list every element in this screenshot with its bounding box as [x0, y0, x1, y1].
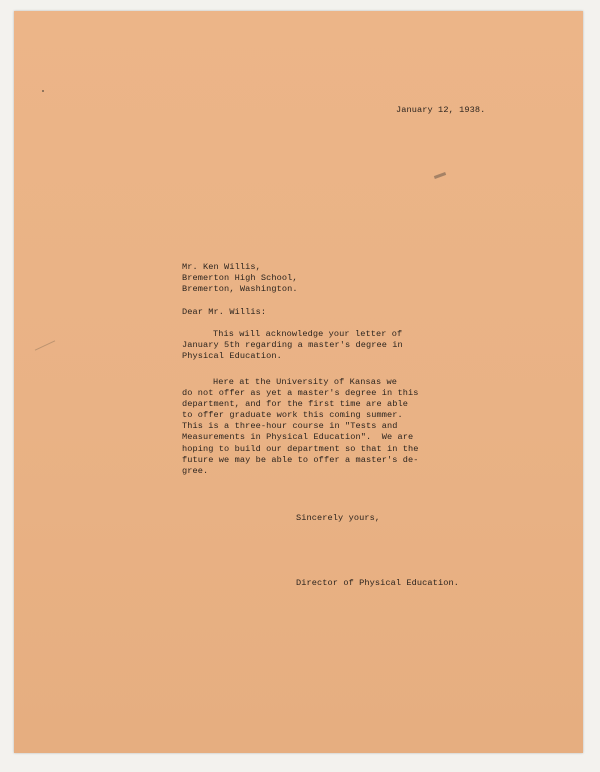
paper-speck: [42, 90, 44, 92]
letter-page: [14, 11, 583, 753]
paragraph-line: Physical Education.: [182, 351, 282, 362]
recipient-address: [182, 262, 298, 295]
signature-title: Director of Physical Education.: [296, 578, 459, 588]
paragraph-line: Here at the University of Kansas we: [213, 377, 397, 387]
paragraph-line: This is a three-hour course in "Tests and: [182, 421, 398, 432]
paragraph-line: This will acknowledge your letter of: [213, 329, 403, 339]
paragraph-line: future we may be able to offer a master's de-: [182, 454, 419, 465]
paper-speck: [434, 172, 446, 179]
paragraph-line: do not offer as yet a master's degree in this: [182, 388, 419, 399]
letter-date: January 12, 1938.: [396, 105, 486, 115]
recipient-name: Mr. Ken Willis,: [182, 262, 261, 272]
paragraph-line: to offer graduate work this coming summer.: [182, 410, 403, 421]
paragraph-1: [182, 329, 403, 362]
paragraph-line: Measurements in Physical Education". We are: [182, 432, 414, 443]
recipient-school: Bremerton High School,: [182, 273, 298, 284]
paragraph-line: gree.: [182, 465, 209, 476]
paragraph-line: hoping to build our department so that in the: [182, 443, 419, 454]
paragraph-line: January 5th regarding a master's degree in: [182, 340, 403, 351]
recipient-city: Bremerton, Washington.: [182, 284, 298, 295]
paper-speck: [35, 340, 55, 350]
paragraph-line: department, and for the first time are able: [182, 399, 409, 410]
salutation: Dear Mr. Willis:: [182, 307, 267, 317]
paragraph-2: [182, 377, 419, 477]
letter-closing: Sincerely yours,: [296, 513, 381, 523]
